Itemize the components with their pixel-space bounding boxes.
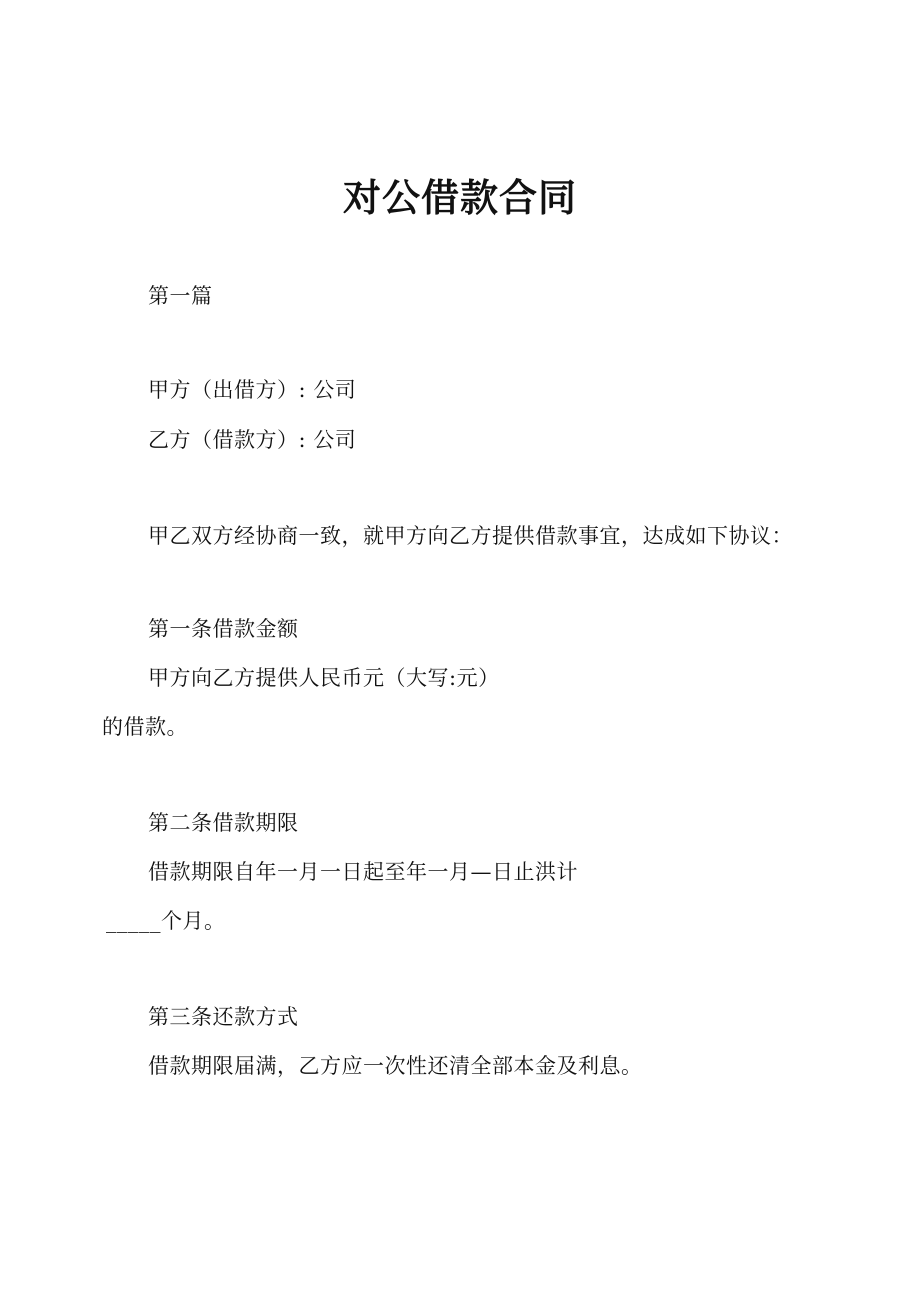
section-label: 第一篇 xyxy=(148,284,213,308)
article-3-text: 借款期限届满，乙方应一次性还清全部本金及利息。 xyxy=(148,1054,643,1078)
party-a-line: 甲方（出借方）: 公司 xyxy=(148,378,357,402)
article-1-text-continued: 的借款。 xyxy=(102,715,188,739)
article-1-text: 甲方向乙方提供人民币元（大写:元） xyxy=(148,666,500,690)
article-2-text: 借款期限自年一月一日起至年一月—日止洪计 xyxy=(148,860,578,884)
article-1-heading: 第一条借款金额 xyxy=(148,617,299,641)
party-b-line: 乙方（借款方）: 公司 xyxy=(148,428,357,452)
article-3-heading: 第三条还款方式 xyxy=(148,1005,299,1029)
document-title: 对公借款合同 xyxy=(342,176,577,220)
article-2-heading: 第二条借款期限 xyxy=(148,811,299,835)
preamble-paragraph: 甲乙双方经协商一致，就甲方向乙方提供借款事宜，达成如下协议： xyxy=(148,524,793,548)
article-2-text-continued: _____个月。 xyxy=(106,909,226,933)
